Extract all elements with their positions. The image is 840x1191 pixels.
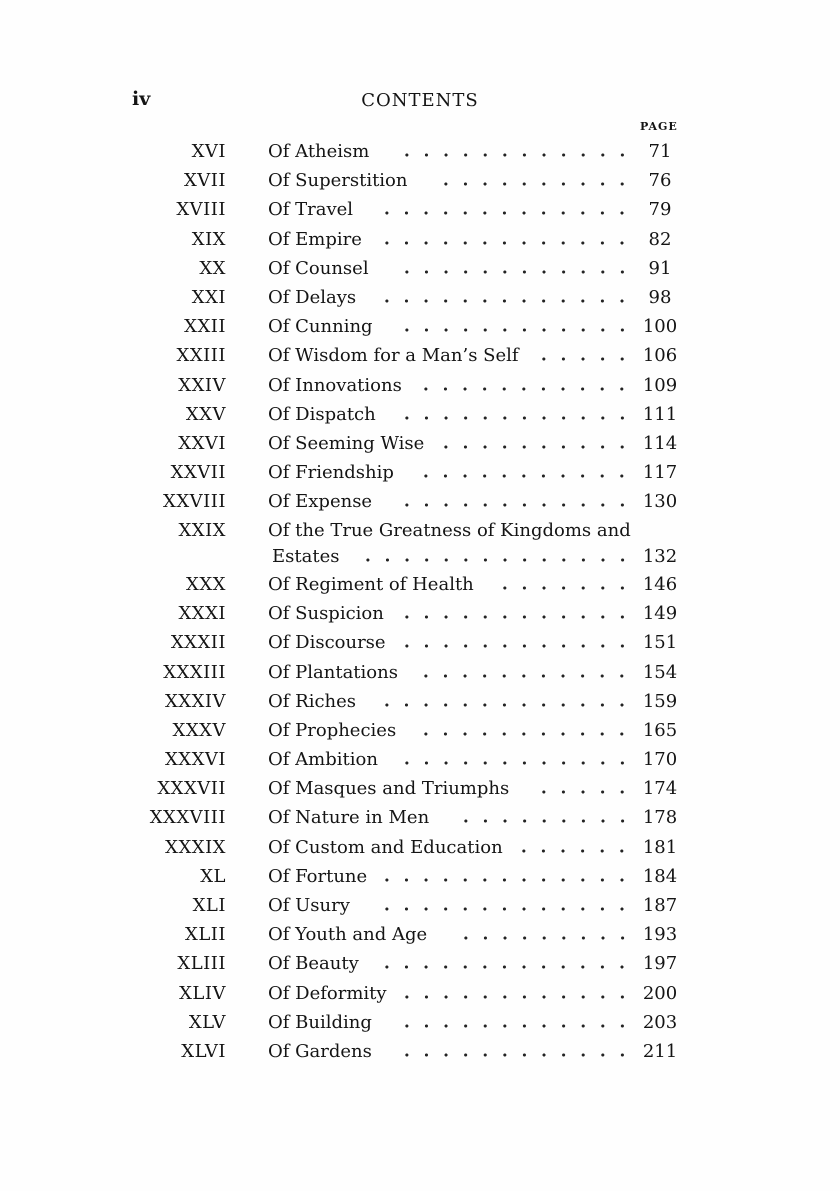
chapter-title: Of Travel <box>268 199 354 221</box>
chapter-title: Of Building <box>268 1011 372 1033</box>
chapter-title: Of Expense <box>268 491 373 513</box>
chapter-title: Of Cunning <box>268 316 373 338</box>
page-ref: 159 <box>642 690 678 712</box>
contents-list <box>0 138 840 1067</box>
toc-entry <box>0 138 840 167</box>
chapter-number: XLVI <box>181 1040 226 1062</box>
page-ref: 146 <box>642 573 678 595</box>
chapter-title: Of Custom and Education <box>268 836 503 858</box>
chapter-number: XL <box>200 865 226 887</box>
page-ref: 79 <box>648 199 672 221</box>
toc-entry <box>0 688 840 717</box>
toc-entry <box>0 1009 840 1038</box>
dot-leader <box>377 211 632 215</box>
toc-entry <box>0 600 840 629</box>
dot-leader <box>416 732 632 736</box>
chapter-number: XXXIX <box>165 836 226 858</box>
toc-entry <box>0 863 840 892</box>
toc-entry <box>0 255 840 284</box>
page-ref: 114 <box>642 432 678 454</box>
page-ref: 200 <box>642 982 678 1004</box>
dot-leader <box>514 849 632 853</box>
page-ref: 197 <box>642 953 678 975</box>
dot-leader <box>534 357 632 361</box>
dot-leader <box>397 328 632 332</box>
dot-leader <box>397 270 632 274</box>
chapter-title: Of the True Greatness of Kingdoms and <box>268 520 631 542</box>
dot-leader <box>377 907 632 911</box>
chapter-number: XLIII <box>177 953 226 975</box>
chapter-title: Of Masques and Triumphs <box>268 778 510 800</box>
chapter-title: Of Gardens <box>268 1040 372 1062</box>
chapter-title: Of Nature in Men <box>268 807 430 829</box>
page-ref: 170 <box>642 749 678 771</box>
chapter-number: XVII <box>183 170 226 192</box>
chapter-title-continued: Estates <box>272 546 340 568</box>
dot-leader <box>397 416 632 420</box>
page-ref: 187 <box>642 895 678 916</box>
toc-entry <box>0 342 840 371</box>
chapter-title: Of Usury <box>268 895 350 916</box>
page-ref: 106 <box>642 345 678 367</box>
dot-leader <box>456 936 632 940</box>
chapter-number: XXVIII <box>163 491 226 513</box>
toc-entry <box>0 401 840 430</box>
page-ref: 174 <box>642 778 678 800</box>
dot-leader <box>436 445 632 449</box>
dot-leader <box>397 761 632 765</box>
page-ref: 111 <box>642 403 678 425</box>
chapter-number: XXI <box>191 286 226 308</box>
dot-leader <box>416 674 632 678</box>
dot-leader <box>397 615 632 619</box>
chapter-number: XX <box>199 257 226 279</box>
dot-leader <box>397 503 632 507</box>
toc-entry <box>0 804 840 833</box>
dot-leader <box>397 995 632 999</box>
toc-entry <box>0 834 840 863</box>
chapter-number: XVI <box>191 141 226 162</box>
dot-leader <box>377 299 632 303</box>
chapter-title: Of Empire <box>268 228 362 250</box>
page-ref: 165 <box>642 719 678 741</box>
dot-leader <box>397 1053 632 1057</box>
page-ref: 178 <box>642 807 678 829</box>
chapter-number: XXIX <box>178 520 226 542</box>
dot-leader <box>397 1024 632 1028</box>
toc-entry <box>0 372 840 401</box>
chapter-number: XXV <box>185 403 226 425</box>
chapter-number: XXIII <box>176 345 226 367</box>
toc-entry <box>0 892 840 921</box>
chapter-title: Of Plantations <box>268 661 398 683</box>
dot-leader <box>416 387 632 391</box>
chapter-number: XXXIV <box>164 690 226 712</box>
toc-entry <box>0 517 840 571</box>
chapter-title: Of Dispatch <box>268 403 376 425</box>
dot-leader <box>397 644 632 648</box>
toc-entry <box>0 313 840 342</box>
page-ref: 181 <box>642 836 678 858</box>
chapter-number: XLIV <box>179 982 226 1004</box>
dot-leader <box>495 586 632 590</box>
chapter-number: XXXVII <box>157 778 226 800</box>
chapter-number: XXXI <box>178 603 226 625</box>
chapter-title: Of Atheism <box>268 141 370 162</box>
dot-leader <box>358 558 632 562</box>
chapter-number: XXX <box>186 573 226 595</box>
page-ref: 98 <box>648 286 672 308</box>
chapter-title: Of Suspicion <box>268 603 384 625</box>
toc-entry <box>0 775 840 804</box>
chapter-number: XIX <box>191 228 226 250</box>
chapter-number: XXIV <box>178 374 226 396</box>
dot-leader <box>416 474 632 478</box>
chapter-number: XXII <box>184 316 226 338</box>
toc-entry <box>0 921 840 950</box>
dot-leader <box>377 703 632 707</box>
page-ref: 82 <box>648 228 672 250</box>
page-column-label: PAGE <box>640 120 678 133</box>
chapter-title: Of Riches <box>268 690 357 712</box>
chapter-number: XXVII <box>170 462 226 484</box>
toc-entry <box>0 717 840 746</box>
dot-leader <box>377 878 632 882</box>
toc-entry <box>0 980 840 1009</box>
chapter-title: Of Regiment of Health <box>268 573 474 595</box>
dot-leader <box>534 790 632 794</box>
chapter-title: Of Youth and Age <box>268 924 428 946</box>
toc-entry <box>0 167 840 196</box>
chapter-title: Of Fortune <box>268 865 368 887</box>
toc-entry <box>0 1038 840 1067</box>
dot-leader <box>397 153 632 157</box>
toc-entry <box>0 430 840 459</box>
chapter-title: Of Ambition <box>268 749 378 771</box>
page-ref: 91 <box>648 257 672 279</box>
toc-entry <box>0 659 840 688</box>
running-head: CONTENTS <box>361 90 479 111</box>
chapter-number: XXXIII <box>163 661 226 683</box>
chapter-title: Of Deformity <box>268 982 387 1004</box>
chapter-title: Of Innovations <box>268 374 402 396</box>
chapter-number: XLV <box>188 1011 226 1033</box>
chapter-title: Of Beauty <box>268 953 359 975</box>
dot-leader <box>456 819 632 823</box>
chapter-number: XXXVIII <box>149 807 226 829</box>
chapter-number: XLII <box>185 924 226 946</box>
dot-leader <box>436 182 632 186</box>
toc-entry <box>0 196 840 225</box>
page-ref: 76 <box>648 170 672 192</box>
toc-entry <box>0 571 840 600</box>
dot-leader <box>377 965 632 969</box>
chapter-title: Of Delays <box>268 286 357 308</box>
chapter-number: XXVI <box>178 432 226 454</box>
page-ref: 203 <box>642 1011 678 1033</box>
toc-entry <box>0 950 840 979</box>
page-number: iv <box>132 88 151 110</box>
page-ref: 211 <box>642 1040 678 1062</box>
toc-entry <box>0 629 840 658</box>
chapter-title: Of Prophecies <box>268 719 397 741</box>
chapter-title: Of Seeming Wise <box>268 432 425 454</box>
page-ref: 130 <box>642 491 678 513</box>
chapter-number: XLI <box>192 895 226 916</box>
page-ref: 100 <box>642 316 678 338</box>
dot-leader <box>377 241 632 245</box>
chapter-number: XXXVI <box>164 749 226 771</box>
page-ref: 193 <box>642 924 678 946</box>
toc-entry <box>0 488 840 517</box>
chapter-number: XVIII <box>176 199 226 221</box>
chapter-title: Of Discourse <box>268 632 386 654</box>
chapter-number: XXXII <box>170 632 226 654</box>
chapter-title: Of Superstition <box>268 170 408 192</box>
page-ref: 151 <box>642 632 678 654</box>
chapter-title: Of Counsel <box>268 257 369 279</box>
chapter-title: Of Wisdom for a Man’s Self <box>268 345 519 367</box>
page-ref: 132 <box>642 546 678 568</box>
toc-entry <box>0 459 840 488</box>
toc-entry <box>0 226 840 255</box>
chapter-number: XXXV <box>172 719 226 741</box>
chapter-title: Of Friendship <box>268 462 394 484</box>
page-ref: 149 <box>642 603 678 625</box>
page-ref: 109 <box>642 374 678 396</box>
page-ref: 117 <box>642 462 678 484</box>
toc-entry <box>0 746 840 775</box>
toc-entry <box>0 284 840 313</box>
page-ref: 154 <box>642 661 678 683</box>
page-ref: 184 <box>642 865 678 887</box>
page-ref: 71 <box>648 141 672 162</box>
